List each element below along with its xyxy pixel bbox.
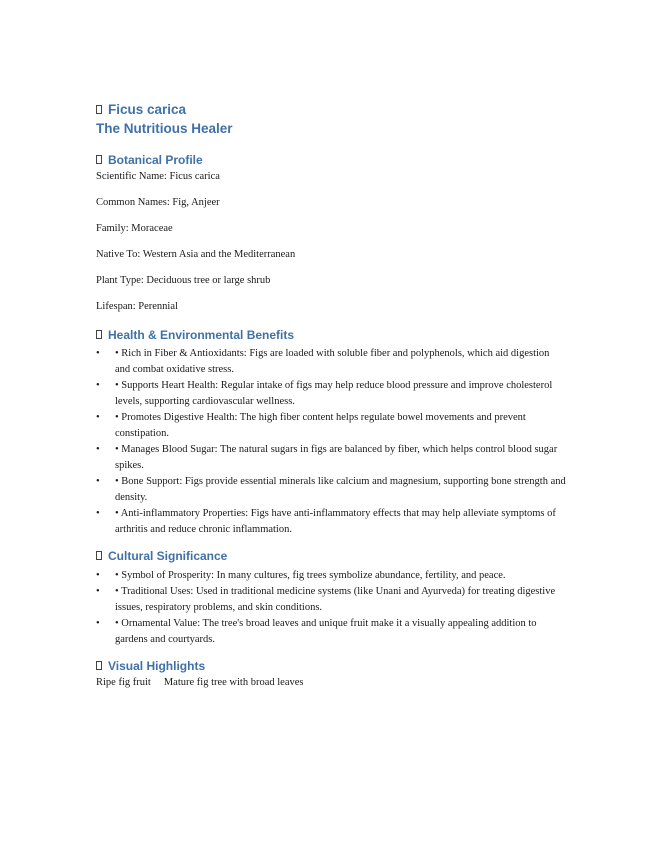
bullet-icon: •	[96, 617, 100, 629]
list-item-text: • Traditional Uses: Used in traditional medicine systems (like Unani and Ayurveda) for treating digestive issues, respiratory problems, and skin conditions.	[115, 585, 556, 613]
missing-glyph-box-icon	[96, 105, 102, 114]
bullet-icon: •	[96, 508, 100, 520]
list-item	[96, 506, 566, 538]
list-item	[96, 584, 566, 616]
document-title-text: Ficus carica	[108, 102, 187, 117]
profile-native-to: Native To: Western Asia and the Mediterranean	[96, 248, 296, 260]
missing-glyph-box-icon	[96, 551, 102, 560]
list-item-text: • Supports Heart Health: Regular intake of figs may help reduce blood pressure and improve cholesterol levels, supporting cardiovascular wellness.	[115, 380, 553, 408]
list-item-text: • Bone Support: Figs provide essential minerals like calcium and magnesium, supporting bone strength and density.	[115, 476, 566, 504]
bullet-icon: •	[96, 569, 100, 581]
bullet-icon: •	[96, 380, 100, 392]
profile-scientific-name: Scientific Name: Ficus carica	[96, 170, 220, 182]
bullet-icon: •	[96, 412, 100, 424]
section-heading-text: Health & Environmental Benefits	[108, 327, 295, 342]
section-heading-text: Cultural Significance	[108, 549, 228, 564]
visual-highlights-line	[96, 676, 566, 690]
list-item	[96, 378, 566, 410]
list-item-text: • Rich in Fiber & Antioxidants: Figs are loaded with soluble fiber and polyphenols, which aid digestion and combat oxidative stress.	[115, 348, 550, 376]
document-subtitle: The Nutritious Healer	[96, 121, 233, 137]
list-item-text: • Promotes Digestive Health: The high fiber content helps regulate bowel movements and prevent constipation.	[115, 412, 526, 440]
visual-highlight-tree-caption: Mature fig tree with broad leaves	[163, 676, 304, 688]
document-title	[96, 102, 566, 118]
profile-family: Family: Moraceae	[96, 222, 173, 234]
list-item	[96, 568, 566, 584]
botanical-profile-list	[96, 170, 566, 314]
list-item-text: • Symbol of Prosperity: In many cultures, fig trees symbolize abundance, fertility, and peace.	[115, 569, 506, 581]
bullet-icon: •	[96, 585, 100, 597]
list-item	[96, 474, 566, 506]
missing-glyph-box-icon	[96, 661, 102, 670]
list-item	[96, 410, 566, 442]
list-item-text: • Anti-inflammatory Properties: Figs have anti-inflammatory effects that may help alleviate symptoms of arthritis and reduce chronic inflammation.	[115, 508, 556, 536]
cultural-significance-list	[96, 568, 566, 648]
health-benefits-list	[96, 346, 566, 538]
list-item	[96, 616, 566, 648]
profile-lifespan: Lifespan: Perennial	[96, 300, 178, 312]
bullet-icon: •	[96, 476, 100, 488]
list-item	[96, 442, 566, 474]
visual-highlight-fruit-caption: Ripe fig fruit	[96, 676, 151, 688]
document-page	[96, 102, 566, 690]
profile-plant-type: Plant Type: Deciduous tree or large shrub	[96, 274, 271, 286]
profile-common-names: Common Names: Fig, Anjeer	[96, 196, 220, 208]
section-heading-visual-highlights	[96, 659, 566, 673]
missing-glyph-box-icon	[96, 330, 102, 339]
section-heading-cultural-significance	[96, 549, 566, 563]
section-heading-text: Visual Highlights	[108, 658, 206, 673]
bullet-icon: •	[96, 444, 100, 456]
list-item	[96, 346, 566, 378]
bullet-icon: •	[96, 348, 100, 360]
list-item-text: • Ornamental Value: The tree's broad leaves and unique fruit make it a visually appealing addition to gardens and courtyards.	[115, 617, 537, 645]
section-heading-botanical-profile	[96, 153, 566, 167]
section-heading-health-benefits	[96, 328, 566, 342]
list-item-text: • Manages Blood Sugar: The natural sugars in figs are balanced by fiber, which helps control blood sugar spikes.	[115, 444, 558, 472]
section-heading-text: Botanical Profile	[108, 153, 203, 168]
missing-glyph-box-icon	[96, 155, 102, 164]
